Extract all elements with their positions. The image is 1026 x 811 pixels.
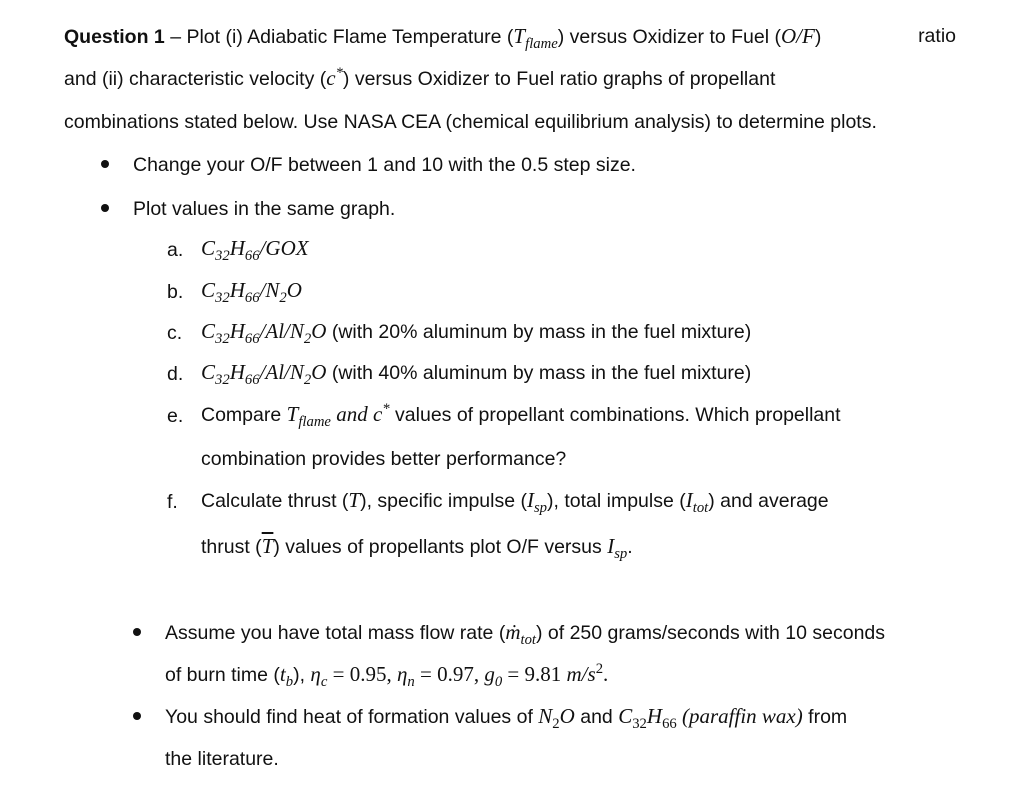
item-b-letter: b. — [167, 281, 184, 303]
bullet-icon — [133, 628, 141, 636]
item-c-letter: c. — [167, 322, 183, 344]
assumption-heat-of-formation-line-2: the literature. — [165, 748, 279, 770]
item-f-text-line-2: thrust $(\overline{T})$ values of propellants plot O/F versus $I_{sp}$. — [201, 534, 633, 563]
t-flame-math: $T_{flame}$ — [513, 24, 558, 53]
item-d-letter: d. — [167, 363, 184, 385]
of-math: O/F — [780, 24, 815, 48]
cstar-math: c* — [326, 65, 343, 90]
item-d-formula: $C_{32}H_{66}/Al/N_2O$ — [201, 360, 327, 389]
question-line-2: and (ii) characteristic velocity (c*) versus Oxidizer to Fuel ratio graphs of propellant — [64, 65, 776, 90]
assumption-burn-time: of burn time $(t_b)$, $\eta_c = 0.95$, $\eta_n = 0.97$, $g_0 = 9.81$ $m/s^2$. — [165, 661, 609, 691]
item-d-text: $C_{32}H_{66}/Al/N_2O$ (with 40% aluminum by mass in the fuel mixture) — [201, 360, 752, 389]
heading-dash: – — [164, 26, 187, 48]
item-f-text: Calculate thrust (T), specific impulse $(I_{sp})$, total impulse $(I_{tot})$ and average — [201, 488, 829, 517]
bullet-icon — [101, 160, 109, 168]
question-line-1 — [64, 24, 956, 53]
bullet-same-graph: Plot values in the same graph. — [133, 198, 396, 220]
question-heading: Question 1 — [64, 26, 165, 48]
item-a-formula: $C_{32}H_{66}$/GOX — [201, 236, 309, 265]
item-e-text-line-2: combination provides better performance? — [201, 448, 567, 470]
intro-text: ) versus Oxidizer to Fuel ( — [557, 26, 781, 48]
question-line-1-left — [64, 24, 822, 53]
item-e-letter: e. — [167, 405, 184, 427]
item-a-letter: a. — [167, 239, 184, 261]
item-c-formula: $C_{32}H_{66}/Al/N_2O$ — [201, 319, 327, 348]
bullet-icon — [101, 204, 109, 212]
bullet-of-range: Change your O/F between 1 and 10 with the 0.5 step size. — [133, 154, 636, 176]
item-c-text: $C_{32}H_{66}/Al/N_2O$ (with 20% aluminum by mass in the fuel mixture) — [201, 319, 752, 348]
item-b-formula: $C_{32}H_{66}/N_2O$ — [201, 278, 302, 307]
intro-ratio-word: ratio — [918, 25, 956, 47]
intro-text: Plot (i) Adiabatic Flame Temperature ( — [186, 26, 514, 48]
bullet-icon — [133, 712, 141, 720]
item-e-text: Compare $T_{flame}$ and c* values of propellant combinations. Which propellant — [201, 401, 841, 431]
assumption-mass-flow: Assume you have total mass flow rate (ṁ$_{tot}$) of 250 grams/seconds with 10 seconds — [165, 620, 886, 649]
assumption-heat-of-formation: You should find heat of formation values of $N_2O$ and $C_{32}H_{66}$ (paraffin wax) from — [165, 704, 848, 733]
intro-text: ) — [814, 26, 822, 48]
question-line-3: combinations stated below. Use NASA CEA (chemical equilibrium analysis) to determine plots. — [64, 111, 877, 133]
item-f-letter: f. — [167, 491, 178, 513]
